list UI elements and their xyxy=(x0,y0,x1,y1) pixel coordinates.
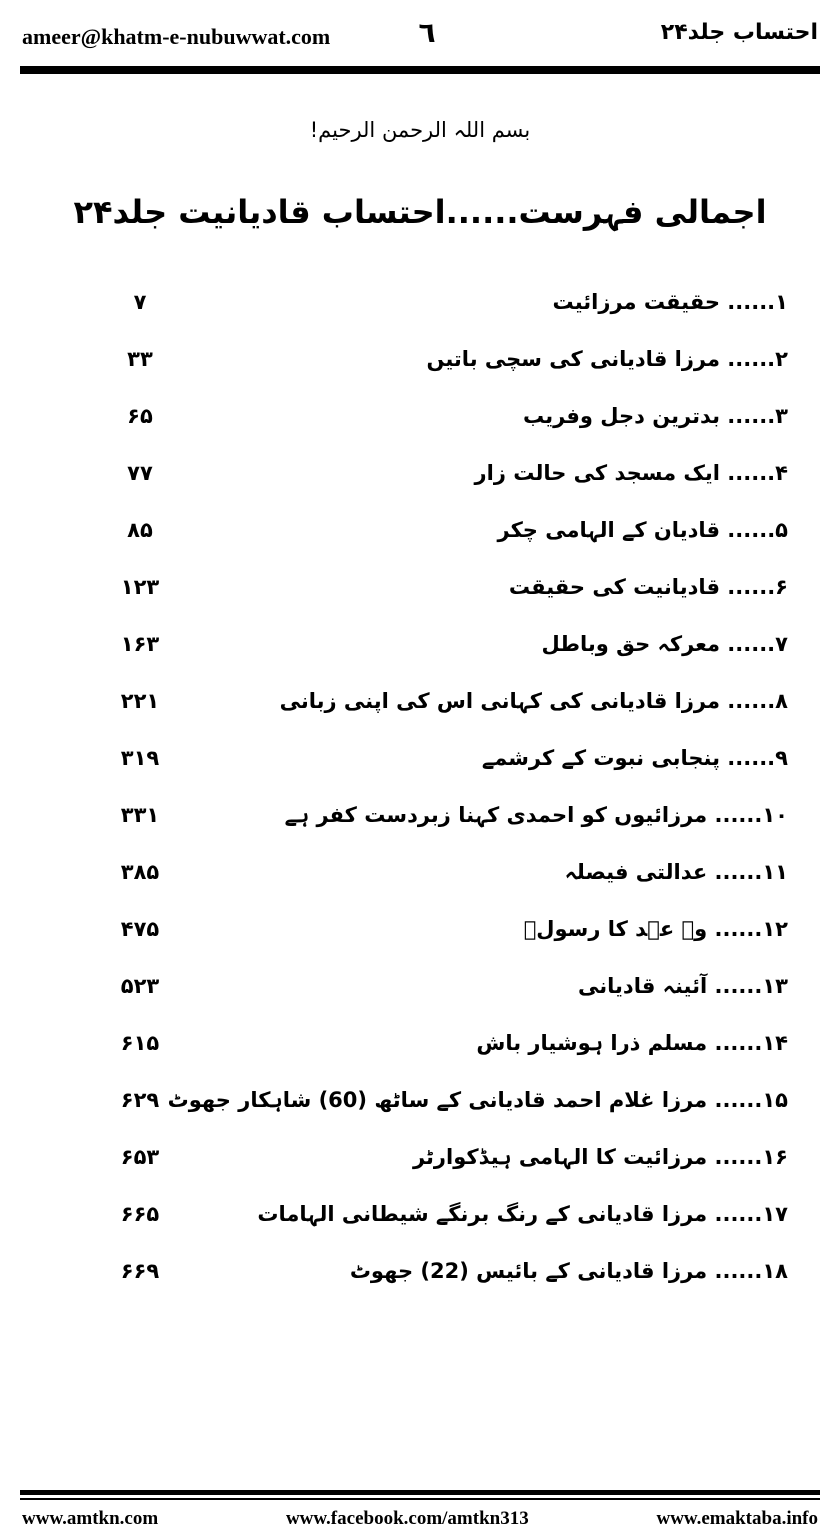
toc-row xyxy=(60,736,788,793)
toc-item-title: ۴...... ایک مسجد کی حالت زار xyxy=(474,461,788,485)
toc-row xyxy=(60,451,788,508)
toc-item-title: ۹...... پنجابی نبوت کے کرشمے xyxy=(481,746,788,770)
toc-item-title: ۷...... معرکہ حق وباطل xyxy=(541,632,788,656)
toc-row xyxy=(60,622,788,679)
toc-item-page: ۶۲۹ xyxy=(120,1088,160,1112)
toc-item-title: ۳...... بدترین دجل وفریب xyxy=(522,404,788,428)
toc-item-page: ۷۷ xyxy=(127,461,153,485)
toc-item-page: ۳۳۱ xyxy=(120,803,160,827)
toc-item-title: ۱۴...... مسلم ذرا ہوشیار باش xyxy=(476,1031,788,1055)
toc-item-title: ۱۷...... مرزا قادیانی کے رنگ برنگے شیطانی الہامات xyxy=(257,1202,788,1226)
footer-divider-thin xyxy=(20,1498,820,1500)
footer-link-emaktaba[interactable]: www.emaktaba.info xyxy=(656,1508,818,1529)
table-of-contents xyxy=(60,280,788,1306)
toc-row xyxy=(60,850,788,907)
toc-item-title: ۱۳...... آئینہ قادیانی xyxy=(578,974,788,998)
footer-divider-thick xyxy=(20,1490,820,1495)
bismillah: بسم اللہ الرحمن الرحیم! xyxy=(309,118,531,142)
toc-row xyxy=(60,1078,788,1135)
toc-row xyxy=(60,565,788,622)
toc-item-title: ۱۱...... عدالتی فیصلہ xyxy=(564,860,788,884)
toc-item-title: ۱۶...... مرزائیت کا الہامی ہیڈکوارٹر xyxy=(412,1145,788,1169)
toc-item-page: ۶۶۹ xyxy=(120,1259,160,1283)
toc-item-page: ۶۵ xyxy=(127,404,153,428)
toc-row xyxy=(60,280,788,337)
toc-row xyxy=(60,508,788,565)
toc-item-title: ۱۸...... مرزا قادیانی کے بائیس (22) جھوٹ xyxy=(349,1259,788,1283)
toc-item-page: ۱۶۳ xyxy=(120,632,160,656)
toc-item-title: ۱۰...... مرزائیوں کو احمدی کہنا زبردست کفر ہے xyxy=(284,803,788,827)
header-email: ameer@khatm-e-nubuwwat.com xyxy=(22,24,331,49)
toc-item-page: ۴۷۵ xyxy=(120,917,160,941)
toc-item-title: ۲...... مرزا قادیانی کی سچی باتیں xyxy=(426,347,788,371)
toc-item-page: ۱۲۳ xyxy=(120,575,160,599)
toc-row xyxy=(60,679,788,736)
toc-item-title: ۶...... قادیانیت کی حقیقت xyxy=(508,575,788,599)
footer-links xyxy=(22,1508,818,1530)
toc-item-page: ۳۸۵ xyxy=(120,860,160,884)
toc-row xyxy=(60,907,788,964)
toc-row xyxy=(60,1249,788,1306)
toc-item-page: ۶۱۵ xyxy=(120,1031,160,1055)
toc-row xyxy=(60,793,788,850)
page-footer xyxy=(0,1480,840,1540)
toc-item-title: ۱۵...... مرزا غلام احمد قادیانی کے ساٹھ (60) شاہکار جھوٹ xyxy=(167,1088,788,1112)
toc-row xyxy=(60,337,788,394)
page-header xyxy=(0,0,840,78)
toc-item-title: ۱۲...... وہ عہد کا رسولؐ xyxy=(523,917,788,941)
toc-row xyxy=(60,964,788,1021)
header-divider xyxy=(20,66,820,74)
page-number: ٦ xyxy=(418,16,436,49)
toc-row xyxy=(60,394,788,451)
toc-row xyxy=(60,1135,788,1192)
toc-row xyxy=(60,1192,788,1249)
toc-item-title: ۸...... مرزا قادیانی کی کہانی اس کی اپنی زبانی xyxy=(279,689,788,713)
toc-item-page: ۶۶۵ xyxy=(120,1202,160,1226)
toc-item-title: ۱...... حقیقت مرزائیت xyxy=(552,290,788,314)
toc-item-page: ۷ xyxy=(133,290,147,314)
toc-item-page: ۸۵ xyxy=(127,518,153,542)
toc-item-page: ۳۳ xyxy=(127,347,153,371)
footer-link-amtkn[interactable]: www.amtkn.com xyxy=(22,1508,159,1529)
toc-item-page: ۵۲۳ xyxy=(120,974,160,998)
page-title: اجمالی فہرست......احتساب قادیانیت جلد۲۴ xyxy=(73,193,767,231)
footer-link-facebook[interactable]: www.facebook.com/amtkn313 xyxy=(285,1508,529,1529)
toc-item-page: ۲۲۱ xyxy=(120,689,160,713)
toc-item-page: ۳۱۹ xyxy=(120,746,160,770)
header-book-title: احتساب جلد۲۴ xyxy=(660,20,818,45)
toc-item-page: ۶۵۳ xyxy=(120,1145,160,1169)
toc-row xyxy=(60,1021,788,1078)
toc-item-title: ۵...... قادیان کے الہامی چکر xyxy=(497,518,788,542)
